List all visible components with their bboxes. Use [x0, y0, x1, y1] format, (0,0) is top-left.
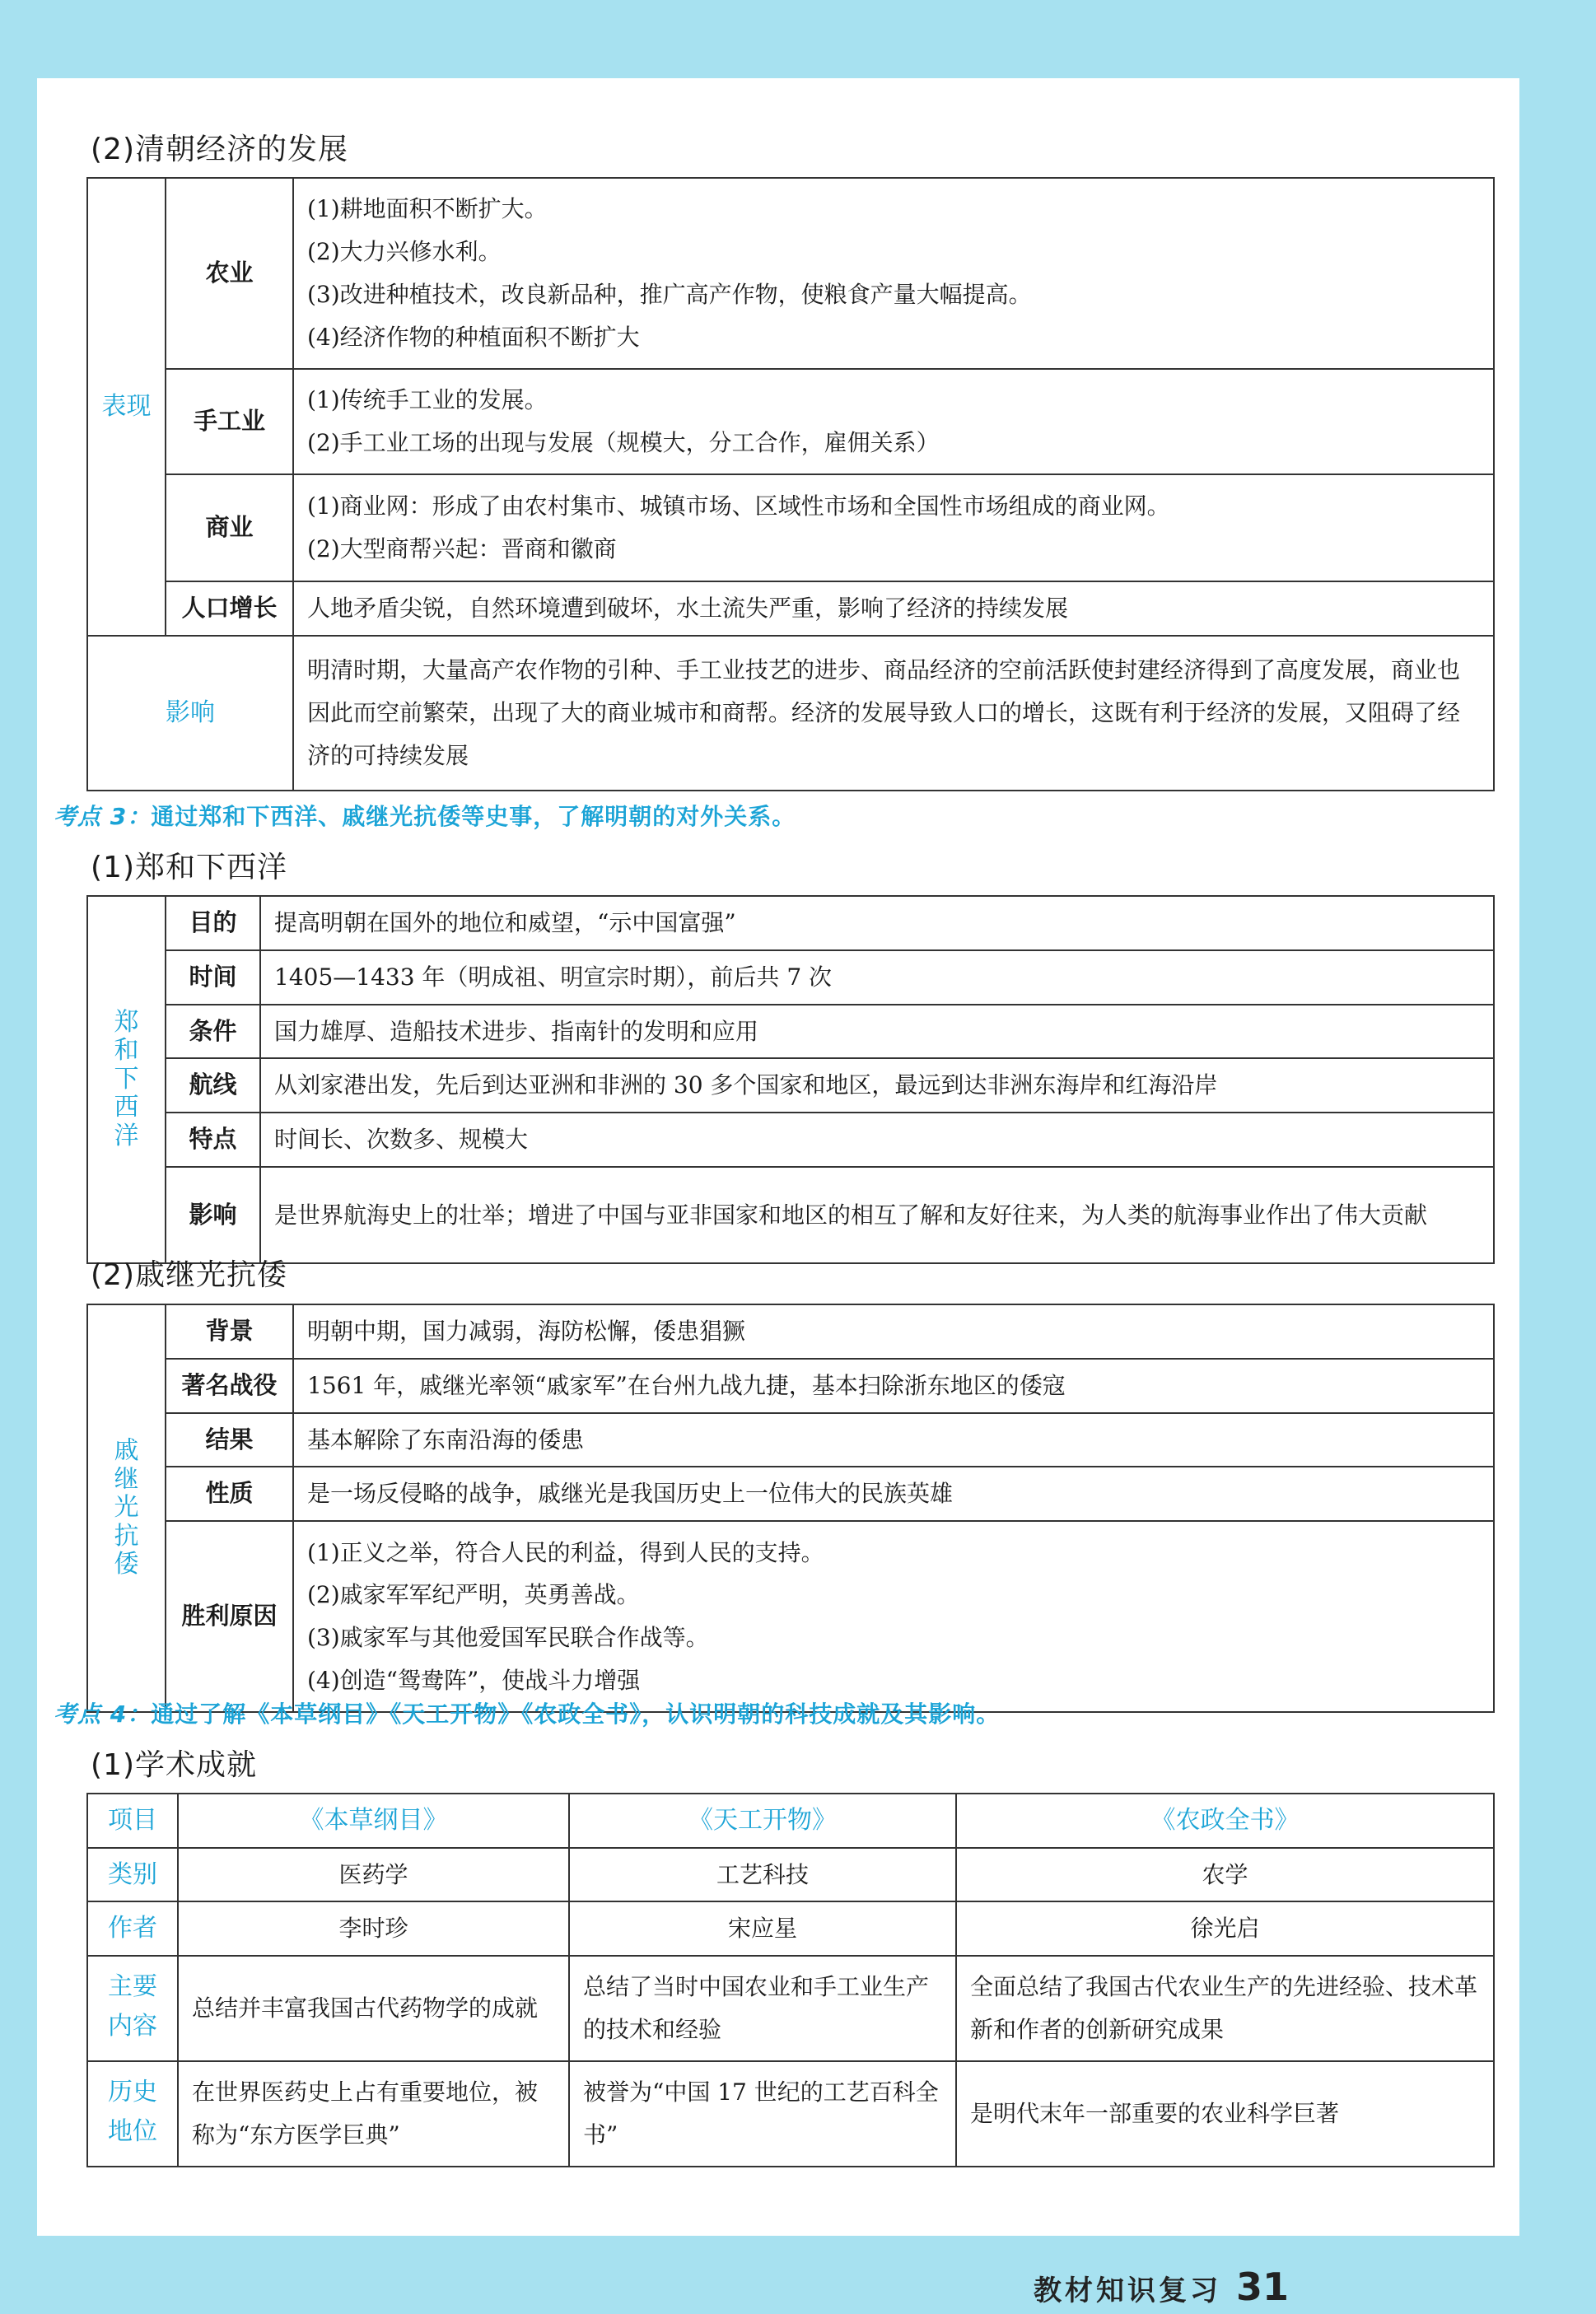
- qijiguang-row-content: [293, 1359, 1494, 1413]
- qing-impact-label: 影响: [87, 636, 293, 791]
- academic-cell: 被誉为“中国 17 世纪的工艺百科全书”: [569, 2061, 956, 2167]
- zhenghe-row-label: 目的: [166, 896, 260, 950]
- academic-row-label-text: 主要内容: [108, 1972, 157, 2041]
- qijiguang-row-label: 胜利原因: [166, 1521, 293, 1712]
- qing-row-label: 商业: [166, 474, 293, 581]
- qing-row-label: 农业: [166, 178, 293, 369]
- text-line: 是一场反侵略的战争，戚继光是我国历史上一位伟大的民族英雄: [307, 1480, 954, 1508]
- qijiguang-row-label: 性质: [166, 1467, 293, 1521]
- qijiguang-table: [86, 1304, 1495, 1713]
- text-line: (2)戚家军军纪严明，英勇善战。: [307, 1581, 640, 1609]
- qing-impact-content: [293, 636, 1494, 791]
- academic-header-label: 项目: [87, 1794, 178, 1848]
- zhenghe-row-content: 国力雄厚、造船技术进步、指南针的发明和应用: [260, 1005, 1494, 1059]
- zhenghe-row-content: 1405—1433 年（明成祖、明宣宗时期），前后共 7 次: [260, 950, 1494, 1005]
- academic-cell: 是明代末年一部重要的农业科学巨著: [956, 2061, 1494, 2167]
- zhenghe-table: [86, 895, 1495, 1264]
- academic-cell: 宋应星: [569, 1901, 956, 1956]
- zhenghe-row-label: 特点: [166, 1113, 260, 1167]
- text-line: 基本解除了东南沿海的倭患: [307, 1425, 585, 1453]
- academic-cell: 徐光启: [956, 1901, 1494, 1956]
- page-footer: [1034, 2265, 1289, 2309]
- qijiguang-row-label: 著名战役: [166, 1359, 293, 1413]
- academic-row-label: [87, 1956, 178, 2061]
- text-line: (1)正义之举，符合人民的利益，得到人民的支持。: [307, 1538, 824, 1566]
- qijiguang-side-label: [87, 1304, 166, 1712]
- text-line: (2)手工业工场的出现与发展（规模大，分工合作，雇佣关系）: [307, 429, 940, 456]
- kaodian-3: [54, 799, 796, 832]
- zhenghe-side-text: 郑 和 下 西 洋: [114, 1007, 139, 1150]
- page-number: 31: [1235, 2265, 1289, 2309]
- kaodian-label: 考点 4：: [54, 1701, 152, 1728]
- academic-row-label: 类别: [87, 1848, 178, 1902]
- qijiguang-row-label: 结果: [166, 1413, 293, 1467]
- zhenghe-row-label: 影响: [166, 1167, 260, 1263]
- page: [37, 78, 1519, 2309]
- academic-row-label: [87, 2061, 178, 2167]
- qijiguang-row-content: [293, 1467, 1494, 1521]
- zhenghe-row-content: 是世界航海史上的壮举；增进了中国与亚非国家和地区的相互了解和友好往来，为人类的航海事业作出了伟大贡献: [260, 1167, 1494, 1263]
- academic-cell: 总结了当时中国农业和手工业生产的技术和经验: [569, 1956, 956, 2061]
- academic-title: (1)学术成就: [91, 1748, 257, 1782]
- academic-cell: 医药学: [178, 1848, 569, 1902]
- text-line: (2)大型商帮兴起：晋商和徽商: [307, 535, 617, 562]
- qing-row-label: 手工业: [166, 369, 293, 474]
- academic-cell: 工艺科技: [569, 1848, 956, 1902]
- academic-header-col: 《农政全书》: [956, 1794, 1494, 1848]
- text-line: (1)传统手工业的发展。: [307, 386, 548, 414]
- academic-cell: 全面总结了我国古代农业生产的先进经验、技术革新和作者的创新研究成果: [956, 1956, 1494, 2061]
- kaodian-text: 通过了解《本草纲目》《天工开物》《农政全书》，认识明朝的科技成就及其影响。: [151, 1701, 1001, 1728]
- zhenghe-row-content: 时间长、次数多、规模大: [260, 1113, 1494, 1167]
- academic-cell: 李时珍: [178, 1901, 569, 1956]
- academic-cell: 总结并丰富我国古代药物学的成就: [178, 1956, 569, 2061]
- footer-label: 教材知识复习: [1033, 2274, 1221, 2307]
- kaodian-label: 考点 3：: [54, 803, 152, 830]
- qing-row-label: 人口增长: [166, 581, 293, 636]
- qing-economy-title: (2)清朝经济的发展: [91, 133, 348, 166]
- kaodian-4: [54, 1696, 1000, 1729]
- text-line: (4)经济作物的种植面积不断扩大: [307, 323, 640, 351]
- text-line: 1561 年，戚继光率领“戚家军”在台州九战九捷，基本扫除浙东地区的倭寇: [307, 1371, 1066, 1399]
- academic-header-col: 《天工开物》: [569, 1794, 956, 1848]
- text-line: (4)创造“鸳鸯阵”，使战斗力增强: [307, 1666, 641, 1694]
- zhenghe-row-content: 提高明朝在国外的地位和威望，“示中国富强”: [260, 896, 1494, 950]
- qing-row-content: [293, 581, 1494, 636]
- text-line: (1)商业网：形成了由农村集市、城镇市场、区域性市场和全国性市场组成的商业网。: [307, 492, 1170, 520]
- text-line: (1)耕地面积不断扩大。: [307, 195, 548, 223]
- qijiguang-row-content: [293, 1304, 1494, 1359]
- academic-cell: 农学: [956, 1848, 1494, 1902]
- text-line: 明朝中期，国力减弱，海防松懈，倭患猖獗: [307, 1318, 746, 1345]
- academic-cell: 在世界医药史上占有重要地位，被称为“东方医学巨典”: [178, 2061, 569, 2167]
- zhenghe-row-content: 从刘家港出发，先后到达亚洲和非洲的 30 多个国家和地区，最远到达非洲东海岸和红海沿岸: [260, 1058, 1494, 1113]
- qing-row-content: [293, 369, 1494, 474]
- text-line: (3)戚家军与其他爱国军民联合作战等。: [307, 1624, 709, 1652]
- zhenghe-side-label: [87, 896, 166, 1263]
- zhenghe-title: (1)郑和下西洋: [91, 851, 287, 884]
- zhenghe-row-label: 航线: [166, 1058, 260, 1113]
- qijiguang-row-label: 背景: [166, 1304, 293, 1359]
- qijiguang-row-content: [293, 1521, 1494, 1712]
- zhenghe-row-label: 条件: [166, 1005, 260, 1059]
- academic-row-label-text: 历史地位: [108, 2078, 157, 2147]
- zhenghe-row-label: 时间: [166, 950, 260, 1005]
- qijiguang-row-content: [293, 1413, 1494, 1467]
- text-line: 人地矛盾尖锐，自然环境遭到破坏，水土流失严重，影响了经济的持续发展: [307, 595, 1069, 622]
- qing-economy-table: [86, 177, 1495, 791]
- text-line: (3)改进种植技术，改良新品种，推广高产作物，使粮食产量大幅提高。: [307, 281, 1032, 308]
- text-line: (2)大力兴修水利。: [307, 238, 502, 266]
- kaodian-text: 通过郑和下西洋、戚继光抗倭等史事，了解明朝的对外关系。: [151, 803, 796, 830]
- academic-header-col: 《本草纲目》: [178, 1794, 569, 1848]
- academic-row-label: 作者: [87, 1901, 178, 1956]
- qing-row-content: [293, 178, 1494, 369]
- academic-table: [86, 1793, 1495, 2167]
- qing-row-content: [293, 474, 1494, 581]
- qijiguang-side-text: 戚 继 光 抗 倭: [114, 1436, 139, 1579]
- impact-text: 明清时期，大量高产农作物的引种、手工业技艺的进步、商品经济的空前活跃使封建经济得到了高度发展，商业也因此而空前繁荣，出现了大的商业城市和商帮。经济的发展导致人口的增长，这既有利于经济的发展，又阻碍了经济的可持续发展: [307, 656, 1461, 769]
- qing-side-label: 表现: [87, 178, 166, 636]
- qijiguang-title: (2)戚继光抗倭: [91, 1258, 287, 1292]
